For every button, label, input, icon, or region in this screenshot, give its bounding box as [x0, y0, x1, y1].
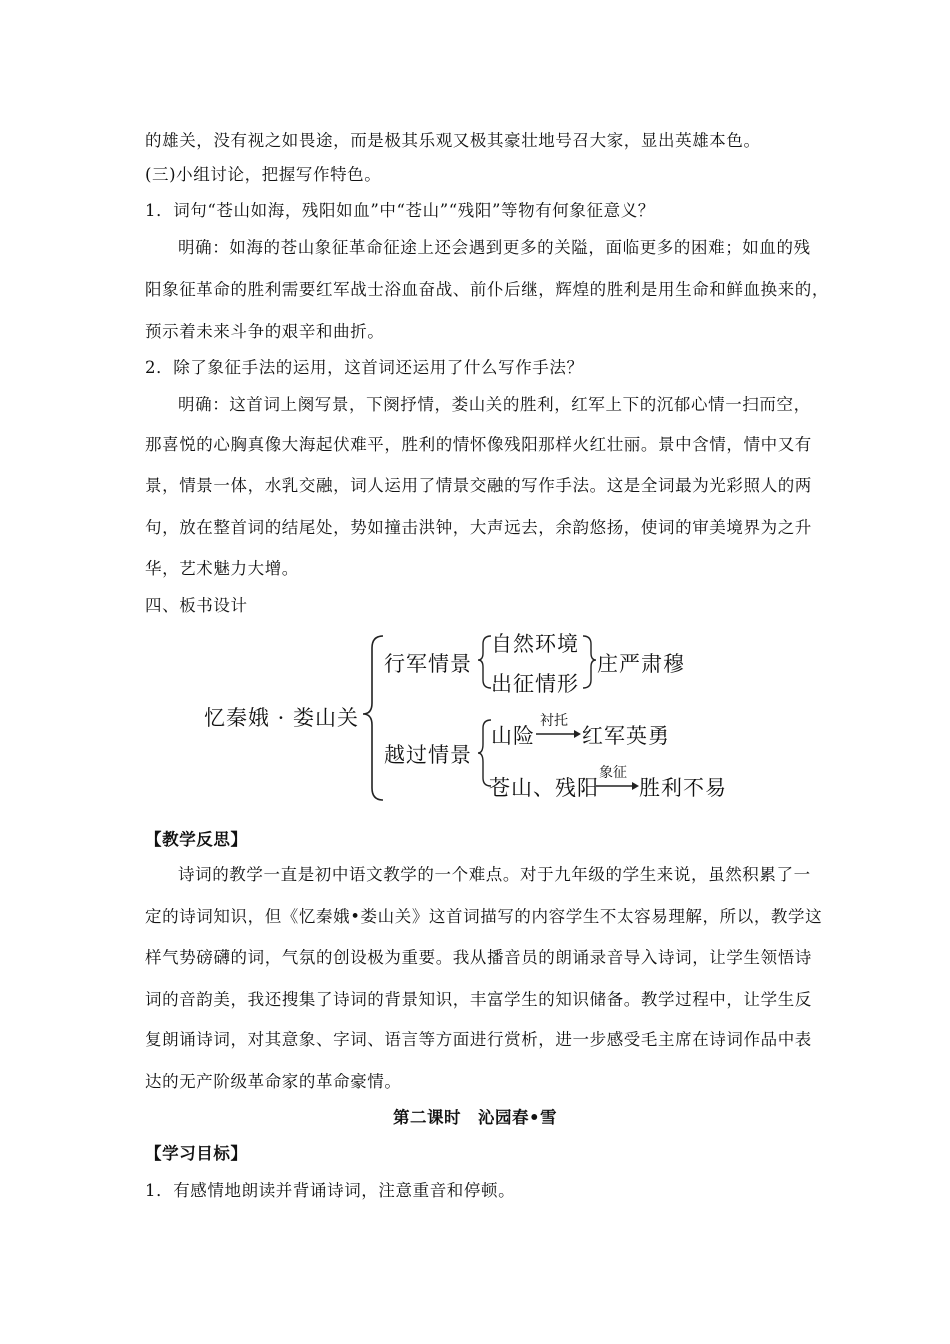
- reflection-line: 词的音韵美，我还搜集了诗词的背景知识，丰富学生的知识储备。教学过程中，让学生反: [145, 990, 812, 1009]
- board-branch-2: 越过情景: [384, 743, 472, 767]
- board-result: 红军英勇: [582, 724, 670, 748]
- section-heading: 四、板书设计: [145, 596, 248, 615]
- board-item: 苍山、残阳: [489, 776, 599, 800]
- subsection-heading: (三)小组讨论，把握写作特色。: [145, 165, 382, 184]
- board-result: 胜利不易: [639, 776, 727, 800]
- goals-heading: 【学习目标】: [145, 1144, 248, 1163]
- arrow-label: 象征: [599, 765, 627, 781]
- goal-item: 1．有感情地朗读并背诵诗词，注意重音和停顿。: [145, 1181, 516, 1200]
- board-item: 出征情形: [491, 672, 579, 696]
- board-root-title: 忆秦娥 · 娄山关: [204, 706, 360, 730]
- reflection-line: 达的无产阶级革命家的革命豪情。: [145, 1072, 402, 1091]
- lesson-title: 第二课时 沁园春•雪: [392, 1108, 558, 1127]
- arrow-label: 衬托: [540, 713, 568, 729]
- board-design-diagram: [200, 628, 760, 808]
- paragraph-continuation: 的雄关，没有视之如畏途，而是极其乐观又极其豪壮地号召大家，显出英雄本色。: [145, 131, 761, 150]
- answer-2-line: 明确：这首词上阕写景，下阕抒情，娄山关的胜利，红军上下的沉郁心情一扫而空，: [178, 395, 811, 414]
- answer-2-line: 那喜悦的心胸真像大海起伏难平，胜利的情怀像残阳那样火红壮丽。景中含情，情中又有: [145, 435, 812, 454]
- question-2: 2．除了象征手法的运用，这首词还运用了什么写作手法？: [145, 358, 584, 377]
- reflection-line: 复朗诵诗词，对其意象、字词、语言等方面进行赏析，进一步感受毛主席在诗词作品中表: [145, 1030, 812, 1049]
- answer-2-line: 景，情景一体，水乳交融，词人运用了情景交融的写作手法。这是全词最为光彩照人的两: [145, 476, 812, 495]
- answer-1-line: 阳象征革命的胜利需要红军战士浴血奋战、前仆后继，辉煌的胜利是用生命和鲜血换来的，: [145, 280, 829, 299]
- board-item: 自然环境: [491, 632, 579, 656]
- board-branch-1: 行军情景: [384, 652, 472, 676]
- answer-2-line: 句，放在整首词的结尾处，势如撞击洪钟，大声远去，余韵悠扬，使词的审美境界为之升: [145, 518, 812, 537]
- board-result: 庄严肃穆: [597, 652, 685, 676]
- reflection-line: 样气势磅礴的词，气氛的创设极为重要。我从播音员的朗诵录音导入诗词，让学生领悟诗: [145, 948, 812, 967]
- board-item: 山险: [491, 724, 535, 748]
- question-1: 1．词句“苍山如海，残阳如血”中“苍山”“残阳”等物有何象征意义？: [145, 201, 655, 220]
- reflection-heading: 【教学反思】: [145, 830, 248, 849]
- reflection-line: 定的诗词知识，但《忆秦娥•娄山关》这首词描写的内容学生不太容易理解，所以，教学这: [145, 907, 823, 926]
- answer-1-line: 明确：如海的苍山象征革命征途上还会遇到更多的关隘，面临更多的困难；如血的残: [178, 238, 811, 257]
- reflection-line: 诗词的教学一直是初中语文教学的一个难点。对于九年级的学生来说，虽然积累了一: [178, 865, 811, 884]
- answer-2-line: 华，艺术魅力大增。: [145, 559, 299, 578]
- answer-1-line: 预示着未来斗争的艰辛和曲折。: [145, 322, 385, 341]
